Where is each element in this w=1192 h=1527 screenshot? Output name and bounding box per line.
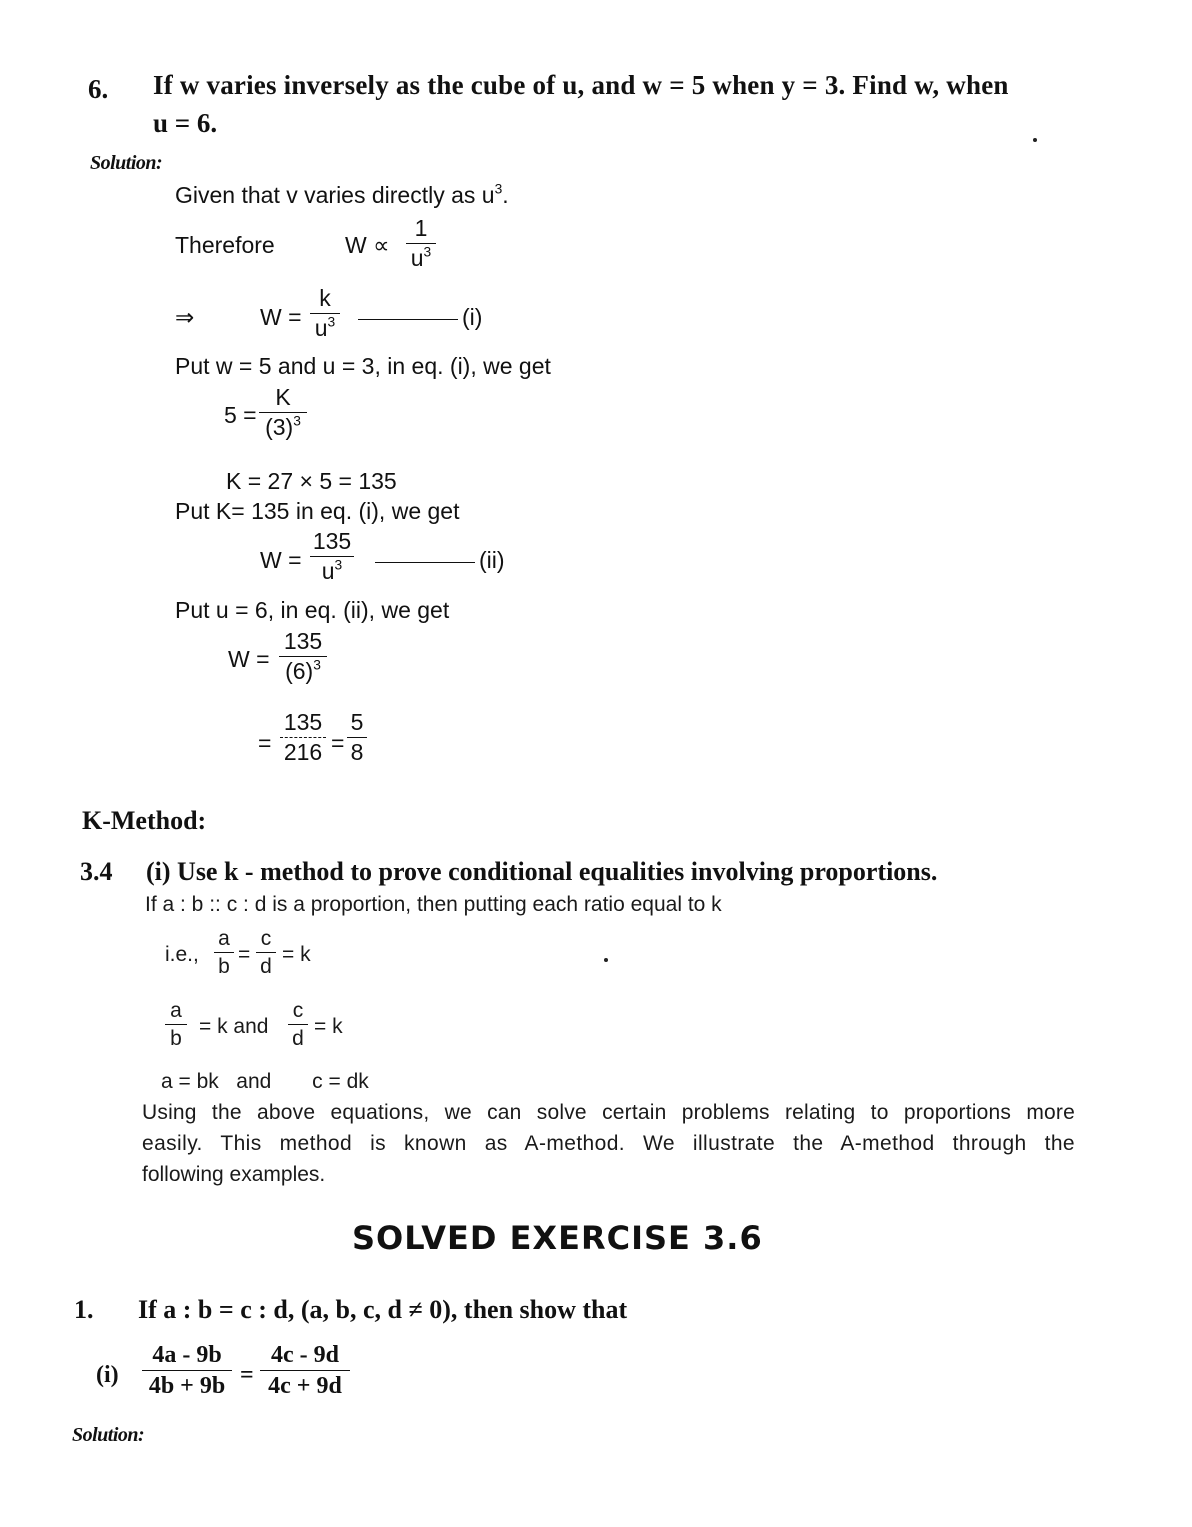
speck (604, 958, 608, 962)
equals-k: = k (282, 943, 311, 966)
fraction-135-over-u-cubed (310, 529, 354, 585)
fraction-denominator: 216 (283, 739, 323, 766)
fraction-left-hand-side: 4a - 9b 4b + 9b (142, 1342, 232, 1400)
w-equals-3: W = (228, 646, 270, 672)
fraction-c-over-d: c d (256, 927, 276, 978)
w-equals: W = (260, 304, 302, 330)
fraction-denominator: $u^3$ (321, 557, 343, 585)
equals-k-2: = k (314, 1015, 343, 1038)
fraction-k-over-u-cubed (310, 286, 340, 342)
fraction-a-over-b: a b (214, 927, 234, 978)
equals-sign: = (331, 730, 345, 756)
given-period: . (502, 182, 509, 208)
given-text: Given that v varies directly as u (175, 182, 495, 208)
section-number: 3.4 (80, 857, 113, 886)
exercise-question-text: If a : b = c : d, (a, b, c, d ≠ 0), then show that (138, 1295, 628, 1324)
fraction-denominator: $u^3$ (410, 244, 432, 272)
fraction-bar (165, 1024, 187, 1025)
solution-label: Solution: (90, 152, 163, 174)
question-text: If w varies inversely as the cube of u, and w = 5 when y = 3. Find w, when (153, 70, 1009, 100)
substitution-line-3: Put u = 6, in eq. (ii), we get (175, 597, 450, 623)
therefore-label: Therefore (175, 232, 275, 258)
fraction-numerator: 1 (414, 215, 428, 241)
fraction-numerator: k (319, 285, 331, 311)
fraction-denominator: $(6)^3$ (285, 657, 321, 685)
fraction-135-over-216 (280, 710, 326, 766)
fraction-numerator: K (275, 384, 291, 410)
fraction-135-over-6-cubed (279, 629, 327, 685)
fraction-denominator: $u^3$ (314, 314, 336, 342)
fraction-bar (260, 1370, 350, 1371)
fraction-right-hand-side: 4c - 9d 4c + 9d (260, 1342, 350, 1400)
fraction-bar (288, 1024, 308, 1025)
exercise-solution-label: Solution: (72, 1424, 145, 1446)
five-equals: 5 = (224, 402, 257, 428)
equals-sign: = (258, 730, 272, 756)
fraction-numerator: 5 (350, 709, 364, 735)
section-title: (i) Use k - method to prove conditional equalities involving proportions. (146, 857, 938, 886)
substitution-line-2: Put K= 135 in eq. (i), we get (175, 498, 460, 524)
exercise-question-number: 1. (74, 1295, 94, 1324)
fraction-numerator: 135 (283, 628, 323, 654)
equals-sign: = (240, 1362, 254, 1388)
speck (1033, 138, 1037, 142)
k-value: K = 27 × 5 = 135 (226, 468, 397, 494)
fraction-bar (142, 1370, 232, 1371)
given-line (175, 182, 509, 209)
fraction-bar (214, 952, 234, 953)
fraction-bar (256, 952, 276, 953)
fraction-c-over-d-2: c d (288, 999, 308, 1050)
ie-label: i.e., (165, 943, 199, 966)
exercise-heading: SOLVED EXERCISE 3.6 (352, 1219, 763, 1257)
paragraph-line-3: following examples. (142, 1163, 326, 1186)
equation-label-i: (i) (358, 304, 482, 331)
w-proportional: W ∝ (345, 232, 390, 258)
fraction-bar (280, 737, 326, 738)
fraction-numerator: 135 (283, 709, 323, 735)
paragraph-line-2: easily. This method is known as A-method. We illustrate the A-method through the (142, 1132, 1075, 1155)
w-equals-2: W = (260, 547, 302, 573)
section-heading: K-Method: (82, 806, 207, 835)
equals-sign: = (238, 943, 251, 966)
result-line: a = bk and c = dk (161, 1070, 369, 1093)
part-label: (i) (96, 1362, 119, 1388)
equals-k-and: = k and (199, 1015, 269, 1038)
substitution-line-1: Put w = 5 and u = 3, in eq. (i), we get (175, 353, 551, 379)
question-number: 6. (88, 74, 109, 104)
fraction-k-over-3-cubed (259, 385, 307, 441)
fraction-5-over-8 (347, 710, 367, 766)
fraction-denominator: 8 (350, 739, 364, 766)
fraction-numerator: 135 (312, 528, 352, 554)
paragraph-line-1: Using the above equations, we can solve certain problems relating to proportions more (142, 1101, 1075, 1124)
fraction-denominator: $(3)^3$ (265, 413, 301, 441)
equation-label-ii: (ii) (375, 547, 505, 574)
fraction-bar (347, 737, 367, 738)
implies-symbol: ⇒ (175, 304, 195, 330)
k-method-intro: If a : b :: c : d is a proportion, then putting each ratio equal to k (145, 893, 722, 916)
given-exponent: 3 (494, 181, 503, 197)
fraction-1-over-u-cubed (406, 216, 436, 272)
question-text-continued: u = 6. (153, 108, 218, 138)
fraction-a-over-b-2: a b (165, 999, 187, 1050)
